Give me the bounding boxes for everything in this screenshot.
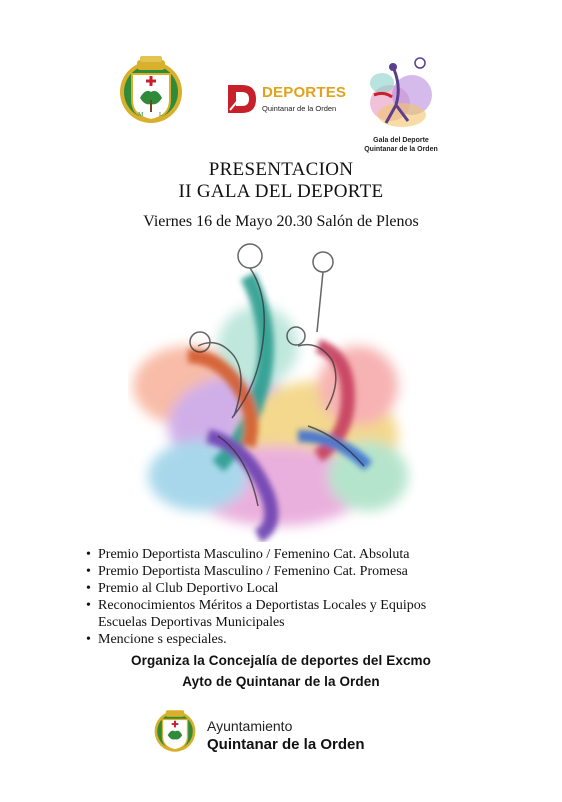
list-item — [86, 597, 506, 631]
list-item: • Premio Deportista Masculino / Femenino Cat. Absoluta — [86, 546, 506, 563]
gala-caption-line2: Quintanar de la Orden — [364, 146, 438, 153]
title-presentacion: PRESENTACION — [208, 159, 354, 180]
organizer-line1: Organiza la Concejalía de deportes del Excmo — [131, 653, 431, 668]
gala-deporte-logo — [362, 55, 440, 135]
town-crest-logo — [110, 54, 192, 126]
list-item: • Premio al Club Deportivo Local — [86, 580, 506, 597]
deportes-logo — [225, 80, 347, 120]
awards-list — [86, 546, 506, 648]
event-date-location: Viernes 16 de Mayo 20.30 Salón de Plenos — [143, 213, 419, 230]
svg-text:L: L — [159, 112, 163, 118]
deportes-title: DEPORTES — [262, 84, 347, 101]
footer-town-name: Quintanar de la Orden — [207, 736, 365, 753]
list-item: • Premio Deportista Masculino / Femenino Cat. Promesa — [86, 563, 506, 580]
footer-ayuntamiento: Ayuntamiento — [207, 718, 293, 734]
deportes-subtitle: Quintanar de la Orden — [262, 104, 337, 113]
svg-text:M: M — [138, 112, 144, 118]
list-item: • Mencione s especiales. — [86, 631, 506, 648]
gala-caption-line1: Gala del Deporte — [373, 137, 429, 144]
footer-crest-logo — [148, 704, 202, 756]
list-item-line2: Escuelas Deportivas Municipales — [98, 615, 285, 630]
deportes-d-mark-icon — [225, 82, 259, 116]
organizer-line2: Ayto de Quintanar de la Orden — [182, 674, 380, 689]
watercolor-athletes-illustration — [128, 236, 418, 542]
list-item-line1: • Reconocimientos Méritos a Deportistas Locales y Equipos — [98, 598, 427, 613]
gala-deporte-caption — [354, 136, 448, 154]
title-gala: II GALA DEL DEPORTE — [178, 181, 384, 202]
